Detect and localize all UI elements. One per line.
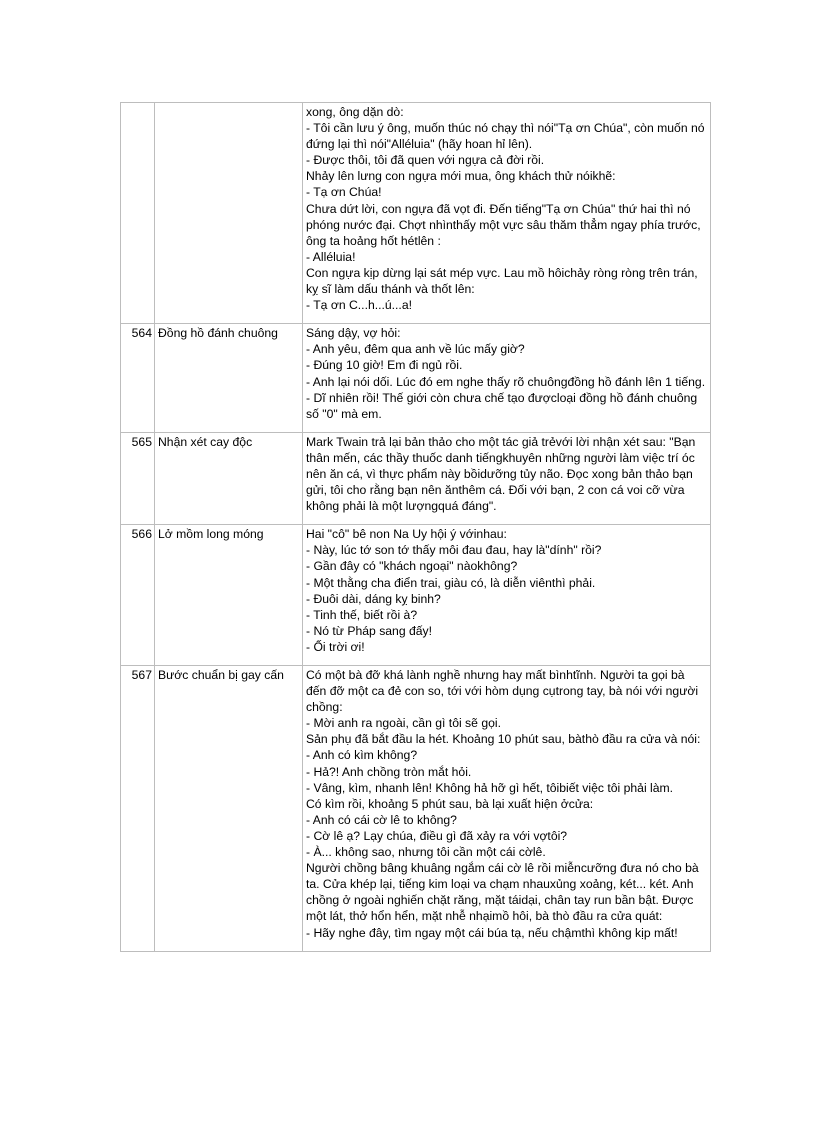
joke-line: - Vâng, kìm, nhanh lên! Không hả hỡ gì hết, tôibiết việc tôi phải làm.	[306, 780, 674, 795]
joke-line: Mark Twain trả lại bản thảo cho một tác giả trẻvới lời nhận xét sau: "Bạn thân mến, các thầy thuốc danh tiếngkhuyên những người làm việc trí óc nên ăn cá, vì thực phẩm này bồidưỡng tủy não. Đọc xong bản thảo bạn gửi, tôi cho rằng bạn nên ănthêm cá. Đối với bạn, 2 con cá voi cỡ vừa không phải là một lượngquá đáng".	[306, 434, 699, 514]
joke-title: Đồng hồ đánh chuông	[155, 324, 303, 433]
joke-title: Nhận xét cay độc	[155, 432, 303, 524]
table-row	[121, 103, 711, 324]
joke-body	[303, 432, 711, 524]
joke-line: Con ngựa kịp dừng lại sát mép vực. Lau mồ hôichảy ròng ròng trên trán, kỵ sĩ làm dấu thánh và thốt lên:	[306, 265, 702, 297]
joke-line: - Gần đây có "khách ngoại" nàokhông?	[306, 559, 518, 574]
jokes-table	[120, 102, 711, 952]
joke-line: Sáng dậy, vợ hỏi:	[306, 326, 401, 341]
joke-line: - Đúng 10 giờ! Em đi ngủ rồi.	[306, 358, 463, 373]
joke-line: Có kìm rồi, khoảng 5 phút sau, bà lại xuất hiện ởcửa:	[306, 796, 594, 811]
joke-line: Người chồng bâng khuâng ngắm cái cờ lê rồi miễncưỡng đưa nó cho bà ta. Cửa khép lại, tiếng kim loại va chạm nhauxủng xoảng, két... két. Anh chồng ở ngoài nghiến chặt răng, mặt táidại, chân tay run bần bật. Được một lát, thở hổn hển, mặt nhễ nhạimồ hôi, bà thò đầu ra cửa quát:	[306, 861, 703, 924]
joke-line: - Tôi cần lưu ý ông, muốn thúc nó chạy thì nói"Tạ ơn Chúa", còn muốn nó đứng lại thì nói"Alléluia" (hãy hoan hỉ lên).	[306, 121, 708, 152]
joke-line: Hai "cô" bê non Na Uy hội ý vớinhau:	[306, 527, 507, 542]
joke-number: 566	[121, 525, 155, 666]
joke-line: - Alléluia!	[306, 249, 356, 264]
joke-line: - Tạ ơn C...h...ú...a!	[306, 298, 412, 313]
joke-number: 564	[121, 324, 155, 433]
joke-title: Lở mồm long móng	[155, 525, 303, 666]
joke-number: 565	[121, 432, 155, 524]
joke-line: - Này, lúc tớ son tớ thấy môi đau đau, hay là"dính" rồi?	[306, 543, 602, 558]
joke-line: - Dĩ nhiên rồi! Thế giới còn chưa chế tạo đượcloại đồng hồ đánh chuông số "0" mà em.	[306, 390, 701, 421]
joke-line: - Hả?! Anh chồng tròn mắt hỏi.	[306, 764, 472, 779]
joke-body	[303, 525, 711, 666]
joke-line: Có một bà đỡ khá lành nghề nhưng hay mất bìnhtĩnh. Người ta gọi bà đến đỡ một ca đẻ con so, tới với hòm dụng cụtrong tay, bà nói với người chồng:	[306, 668, 702, 715]
joke-body	[303, 666, 711, 952]
joke-line: - Đuôi dài, dáng kỵ binh?	[306, 591, 441, 606]
joke-line: Chưa dứt lời, con ngựa đã vọt đi. Đến tiếng"Tạ ơn Chúa" thứ hai thì nó phóng nước đại. Chợt nhìnthấy một vực sâu thăm thẳm ngay phía trước, ông ta hoảng hốt hétlên :	[306, 201, 705, 248]
joke-line: - Anh yêu, đêm qua anh về lúc mấy giờ?	[306, 342, 525, 357]
joke-line: Sản phụ đã bắt đầu la hét. Khoảng 10 phút sau, bàthò đầu ra cửa và nói:	[306, 732, 701, 747]
joke-line: - Nó từ Pháp sang đấy!	[306, 623, 433, 638]
table-row	[121, 324, 711, 433]
joke-title	[155, 103, 303, 324]
joke-line: - Được thôi, tôi đã quen với ngựa cả đời rồi.	[306, 153, 545, 168]
joke-line: - Anh lại nói dối. Lúc đó em nghe thấy rõ chuôngđồng hồ đánh lên 1 tiếng.	[306, 374, 706, 389]
joke-body	[303, 103, 711, 324]
joke-line: Nhảy lên lưng con ngựa mới mua, ông khách thử nóikhẽ:	[306, 169, 616, 184]
joke-line: - Mời anh ra ngoài, cần gì tôi sẽ gọi.	[306, 716, 501, 731]
joke-line: - Một thằng cha điển trai, giàu có, là diễn viênthì phải.	[306, 575, 596, 590]
joke-line: - Ối trời ơi!	[306, 639, 365, 654]
joke-line: - Anh có cái cờ lê to không?	[306, 812, 457, 827]
joke-line: - Anh có kìm không?	[306, 748, 418, 763]
joke-line: - Hãy nghe đây, tìm ngay một cái búa tạ, nếu chậmthì không kịp mất!	[306, 925, 678, 940]
table-row	[121, 525, 711, 666]
joke-number: 567	[121, 666, 155, 952]
joke-number	[121, 103, 155, 324]
table-row	[121, 432, 711, 524]
joke-body	[303, 324, 711, 433]
joke-line: xong, ông dặn dò:	[306, 105, 404, 119]
joke-line: - Tạ ơn Chúa!	[306, 185, 382, 200]
joke-title: Bước chuẩn bị gay cấn	[155, 666, 303, 952]
joke-line: - Cờ lê ạ? Lạy chúa, điều gì đã xảy ra với vợtôi?	[306, 828, 568, 843]
joke-line: - À... không sao, nhưng tôi cần một cái cờlê.	[306, 845, 546, 860]
joke-line: - Tinh thế, biết rồi à?	[306, 607, 418, 622]
table-row	[121, 666, 711, 952]
